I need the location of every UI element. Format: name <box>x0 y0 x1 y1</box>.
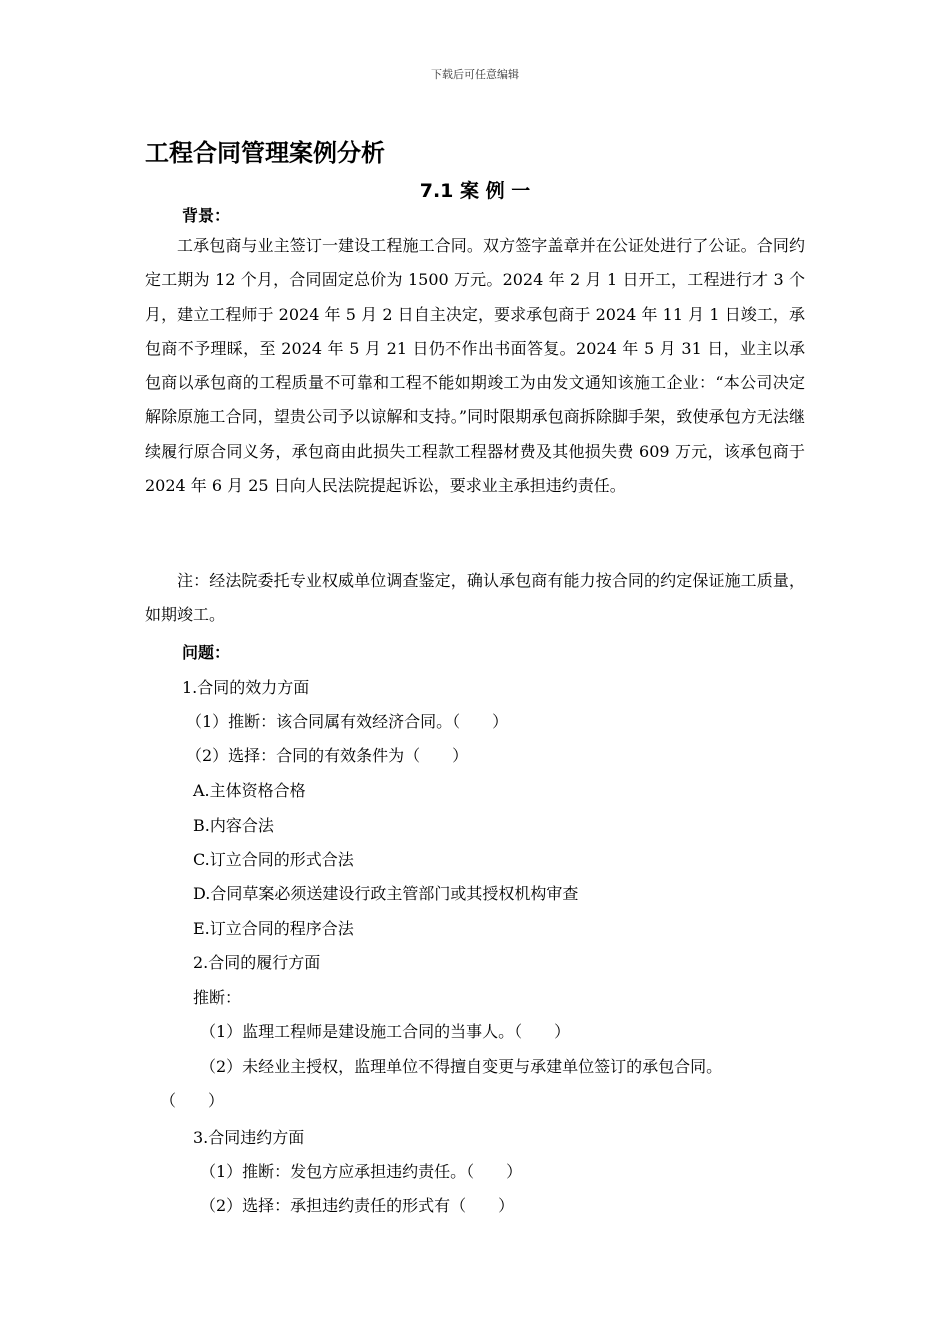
background-label: 背景： <box>182 206 231 225</box>
option-c: C.订立合同的形式合法 <box>193 850 354 869</box>
question-3-2: （2）选择：承担违约责任的形式有（ ） <box>200 1196 515 1215</box>
question-3-heading: 3.合同违约方面 <box>193 1128 305 1147</box>
background-paragraph: 工承包商与业主签订一建设工程施工合同。双方签字盖章并在公证处进行了公证。合同约定工期为 12 个月，合同固定总价为 1500 万元。2024 年 2 月 1 日开工，工程进行才 3 个月，建立工程师于 2024 年 5 月 2 日自主决定，要求承包商于 2024 年 11 月 1 日竣工，承包商不予理睬，至 2024 年 5 月 21 日仍不作出书面答复。2024 年 5 月 31 日，业主以承包商以承包商的工程质量不可靠和工程不能如期竣工为由发文通知该施工企业：“本公司决定解除原施工合同，望贵公司予以谅解和支持。”同时限期承包商拆除脚手架，致使承包方无法继续履行原合同义务，承包商由此损失工程款工程器材费及其他损失费 609 万元，该承包商于 2024 年 6 月 25 日向人民法院提起诉讼，要求业主承担违约责任。 <box>145 236 805 496</box>
note-paragraph: 注：经法院委托专业权威单位调查鉴定，确认承包商有能力按合同的约定保证施工质量，如期竣工。 <box>145 571 805 625</box>
case-heading: 7.1 案 例 一 <box>419 180 531 202</box>
option-d: D.合同草案必须送建设行政主管部门或其授权机构审查 <box>193 884 579 903</box>
question-2-2-paren: （ ） <box>160 1091 225 1110</box>
question-2-label: 推断： <box>193 988 242 1007</box>
questions-label: 问题： <box>182 643 231 662</box>
question-2-1: （1）监理工程师是建设施工合同的当事人。（ ） <box>200 1022 571 1041</box>
option-a: A.主体资格合格 <box>193 781 306 800</box>
question-2-2: （2）未经业主授权，监理单位不得擅自变更与承建单位签订的承包合同。 <box>200 1057 723 1076</box>
option-e: E.订立合同的程序合法 <box>193 919 354 938</box>
page-header: 下载后可任意编辑 <box>431 68 519 81</box>
question-3-1: （1）推断：发包方应承担违约责任。（ ） <box>200 1162 523 1181</box>
question-1-1: （1）推断：该合同属有效经济合同。（ ） <box>186 712 509 731</box>
document-title: 工程合同管理案例分析 <box>145 139 385 167</box>
question-2-heading: 2.合同的履行方面 <box>193 953 321 972</box>
question-1-2: （2）选择：合同的有效条件为（ ） <box>186 746 469 765</box>
option-b: B.内容合法 <box>193 816 274 835</box>
question-1-heading: 1.合同的效力方面 <box>182 678 310 697</box>
